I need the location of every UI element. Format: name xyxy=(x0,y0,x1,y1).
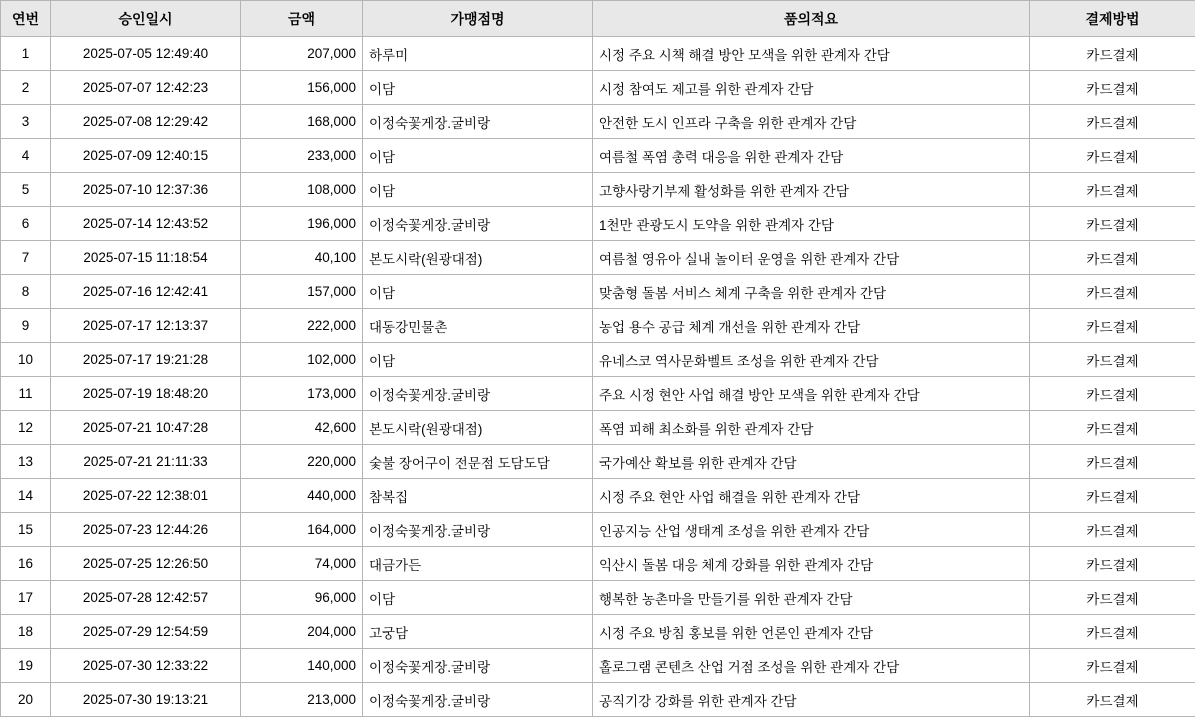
cell-amount: 108,000 xyxy=(241,173,363,207)
table-row xyxy=(1,479,1195,513)
table-row xyxy=(1,547,1195,581)
cell-date: 2025-07-17 19:21:28 xyxy=(51,343,241,377)
cell-store: 이담 xyxy=(363,275,593,309)
cell-store: 이정숙꽃게장.굴비랑 xyxy=(363,207,593,241)
cell-pay: 카드결제 xyxy=(1030,309,1195,343)
table-row xyxy=(1,411,1195,445)
table-row xyxy=(1,683,1195,717)
cell-pay: 카드결제 xyxy=(1030,105,1195,139)
cell-date: 2025-07-30 19:13:21 xyxy=(51,683,241,717)
cell-pay: 카드결제 xyxy=(1030,581,1195,615)
cell-desc: 여름철 폭염 총력 대응을 위한 관계자 간담 xyxy=(593,139,1030,173)
cell-store: 본도시락(원광대점) xyxy=(363,411,593,445)
table-row xyxy=(1,105,1195,139)
cell-desc: 공직기강 강화를 위한 관계자 간담 xyxy=(593,683,1030,717)
cell-pay: 카드결제 xyxy=(1030,377,1195,411)
cell-no: 12 xyxy=(1,411,51,445)
cell-desc: 인공지능 산업 생태계 조성을 위한 관계자 간담 xyxy=(593,513,1030,547)
cell-date: 2025-07-19 18:48:20 xyxy=(51,377,241,411)
table-row xyxy=(1,615,1195,649)
table-row xyxy=(1,513,1195,547)
cell-pay: 카드결제 xyxy=(1030,649,1195,683)
cell-no: 20 xyxy=(1,683,51,717)
cell-store: 이담 xyxy=(363,581,593,615)
cell-desc: 주요 시정 현안 사업 해결 방안 모색을 위한 관계자 간담 xyxy=(593,377,1030,411)
cell-date: 2025-07-07 12:42:23 xyxy=(51,71,241,105)
cell-pay: 카드결제 xyxy=(1030,207,1195,241)
cell-pay: 카드결제 xyxy=(1030,445,1195,479)
cell-date: 2025-07-28 12:42:57 xyxy=(51,581,241,615)
cell-desc: 홀로그램 콘텐츠 산업 거점 조성을 위한 관계자 간담 xyxy=(593,649,1030,683)
cell-desc: 시정 주요 시책 해결 방안 모색을 위한 관계자 간담 xyxy=(593,37,1030,71)
cell-no: 15 xyxy=(1,513,51,547)
cell-amount: 40,100 xyxy=(241,241,363,275)
cell-desc: 여름철 영유아 실내 놀이터 운영을 위한 관계자 간담 xyxy=(593,241,1030,275)
table-header-row xyxy=(1,1,1195,37)
cell-amount: 204,000 xyxy=(241,615,363,649)
column-header-store: 가맹점명 xyxy=(363,1,593,37)
cell-amount: 102,000 xyxy=(241,343,363,377)
cell-no: 10 xyxy=(1,343,51,377)
table-row xyxy=(1,37,1195,71)
cell-pay: 카드결제 xyxy=(1030,683,1195,717)
cell-date: 2025-07-15 11:18:54 xyxy=(51,241,241,275)
cell-no: 18 xyxy=(1,615,51,649)
cell-pay: 카드결제 xyxy=(1030,173,1195,207)
cell-pay: 카드결제 xyxy=(1030,615,1195,649)
cell-no: 2 xyxy=(1,71,51,105)
cell-desc: 고향사랑기부제 활성화를 위한 관계자 간담 xyxy=(593,173,1030,207)
table-row xyxy=(1,275,1195,309)
cell-date: 2025-07-09 12:40:15 xyxy=(51,139,241,173)
cell-no: 19 xyxy=(1,649,51,683)
table-row xyxy=(1,649,1195,683)
cell-no: 7 xyxy=(1,241,51,275)
cell-no: 6 xyxy=(1,207,51,241)
cell-amount: 207,000 xyxy=(241,37,363,71)
cell-desc: 행복한 농촌마을 만들기를 위한 관계자 간담 xyxy=(593,581,1030,615)
cell-desc: 농업 용수 공급 체계 개선을 위한 관계자 간담 xyxy=(593,309,1030,343)
cell-date: 2025-07-30 12:33:22 xyxy=(51,649,241,683)
cell-store: 숯불 장어구이 전문점 도담도담 xyxy=(363,445,593,479)
cell-store: 하루미 xyxy=(363,37,593,71)
cell-date: 2025-07-17 12:13:37 xyxy=(51,309,241,343)
column-header-date: 승인일시 xyxy=(51,1,241,37)
cell-amount: 233,000 xyxy=(241,139,363,173)
cell-desc: 폭염 피해 최소화를 위한 관계자 간담 xyxy=(593,411,1030,445)
cell-amount: 196,000 xyxy=(241,207,363,241)
cell-store: 이정숙꽃게장.굴비랑 xyxy=(363,513,593,547)
table-row xyxy=(1,71,1195,105)
cell-amount: 220,000 xyxy=(241,445,363,479)
cell-date: 2025-07-23 12:44:26 xyxy=(51,513,241,547)
cell-amount: 96,000 xyxy=(241,581,363,615)
cell-no: 8 xyxy=(1,275,51,309)
table-row xyxy=(1,139,1195,173)
cell-date: 2025-07-05 12:49:40 xyxy=(51,37,241,71)
cell-pay: 카드결제 xyxy=(1030,241,1195,275)
column-header-pay: 결제방법 xyxy=(1030,1,1195,37)
table-row xyxy=(1,241,1195,275)
table-row xyxy=(1,309,1195,343)
cell-no: 13 xyxy=(1,445,51,479)
cell-no: 17 xyxy=(1,581,51,615)
table-row xyxy=(1,581,1195,615)
cell-store: 대동강민물촌 xyxy=(363,309,593,343)
cell-amount: 140,000 xyxy=(241,649,363,683)
cell-no: 16 xyxy=(1,547,51,581)
cell-desc: 시정 참여도 제고를 위한 관계자 간담 xyxy=(593,71,1030,105)
cell-desc: 유네스코 역사문화벨트 조성을 위한 관계자 간담 xyxy=(593,343,1030,377)
cell-pay: 카드결제 xyxy=(1030,275,1195,309)
table-row xyxy=(1,377,1195,411)
table-row xyxy=(1,173,1195,207)
cell-store: 이정숙꽃게장.굴비랑 xyxy=(363,683,593,717)
cell-date: 2025-07-08 12:29:42 xyxy=(51,105,241,139)
cell-store: 이담 xyxy=(363,139,593,173)
cell-date: 2025-07-25 12:26:50 xyxy=(51,547,241,581)
cell-amount: 42,600 xyxy=(241,411,363,445)
cell-no: 14 xyxy=(1,479,51,513)
cell-desc: 시정 주요 현안 사업 해결을 위한 관계자 간담 xyxy=(593,479,1030,513)
cell-amount: 157,000 xyxy=(241,275,363,309)
cell-pay: 카드결제 xyxy=(1030,411,1195,445)
cell-no: 1 xyxy=(1,37,51,71)
cell-pay: 카드결제 xyxy=(1030,513,1195,547)
cell-pay: 카드결제 xyxy=(1030,71,1195,105)
cell-date: 2025-07-22 12:38:01 xyxy=(51,479,241,513)
table-row xyxy=(1,445,1195,479)
cell-amount: 168,000 xyxy=(241,105,363,139)
table-row xyxy=(1,207,1195,241)
cell-store: 대금가든 xyxy=(363,547,593,581)
cell-amount: 164,000 xyxy=(241,513,363,547)
cell-no: 3 xyxy=(1,105,51,139)
cell-desc: 시정 주요 방침 홍보를 위한 언론인 관계자 간담 xyxy=(593,615,1030,649)
cell-store: 이담 xyxy=(363,343,593,377)
cell-amount: 173,000 xyxy=(241,377,363,411)
table-row xyxy=(1,343,1195,377)
table-body xyxy=(1,37,1195,717)
cell-store: 이담 xyxy=(363,173,593,207)
cell-date: 2025-07-14 12:43:52 xyxy=(51,207,241,241)
cell-store: 이담 xyxy=(363,71,593,105)
cell-pay: 카드결제 xyxy=(1030,343,1195,377)
cell-pay: 카드결제 xyxy=(1030,139,1195,173)
cell-date: 2025-07-29 12:54:59 xyxy=(51,615,241,649)
cell-desc: 1천만 관광도시 도약을 위한 관계자 간담 xyxy=(593,207,1030,241)
cell-pay: 카드결제 xyxy=(1030,547,1195,581)
cell-store: 본도시락(원광대점) xyxy=(363,241,593,275)
cell-date: 2025-07-16 12:42:41 xyxy=(51,275,241,309)
cell-desc: 맞춤형 돌봄 서비스 체계 구축을 위한 관계자 간담 xyxy=(593,275,1030,309)
cell-store: 고궁담 xyxy=(363,615,593,649)
cell-no: 11 xyxy=(1,377,51,411)
cell-pay: 카드결제 xyxy=(1030,37,1195,71)
cell-desc: 익산시 돌봄 대응 체계 강화를 위한 관계자 간담 xyxy=(593,547,1030,581)
cell-desc: 국가예산 확보를 위한 관계자 간담 xyxy=(593,445,1030,479)
cell-store: 이정숙꽃게장.굴비랑 xyxy=(363,105,593,139)
cell-date: 2025-07-10 12:37:36 xyxy=(51,173,241,207)
cell-no: 5 xyxy=(1,173,51,207)
cell-pay: 카드결제 xyxy=(1030,479,1195,513)
column-header-no: 연번 xyxy=(1,1,51,37)
cell-store: 이정숙꽃게장.굴비랑 xyxy=(363,377,593,411)
cell-amount: 222,000 xyxy=(241,309,363,343)
cell-no: 4 xyxy=(1,139,51,173)
column-header-amount: 금액 xyxy=(241,1,363,37)
cell-amount: 74,000 xyxy=(241,547,363,581)
cell-date: 2025-07-21 21:11:33 xyxy=(51,445,241,479)
cell-amount: 213,000 xyxy=(241,683,363,717)
cell-desc: 안전한 도시 인프라 구축을 위한 관계자 간담 xyxy=(593,105,1030,139)
cell-no: 9 xyxy=(1,309,51,343)
cell-date: 2025-07-21 10:47:28 xyxy=(51,411,241,445)
cell-store: 참복집 xyxy=(363,479,593,513)
cell-amount: 156,000 xyxy=(241,71,363,105)
cell-store: 이정숙꽃게장.굴비랑 xyxy=(363,649,593,683)
column-header-desc: 품의적요 xyxy=(593,1,1030,37)
cell-amount: 440,000 xyxy=(241,479,363,513)
